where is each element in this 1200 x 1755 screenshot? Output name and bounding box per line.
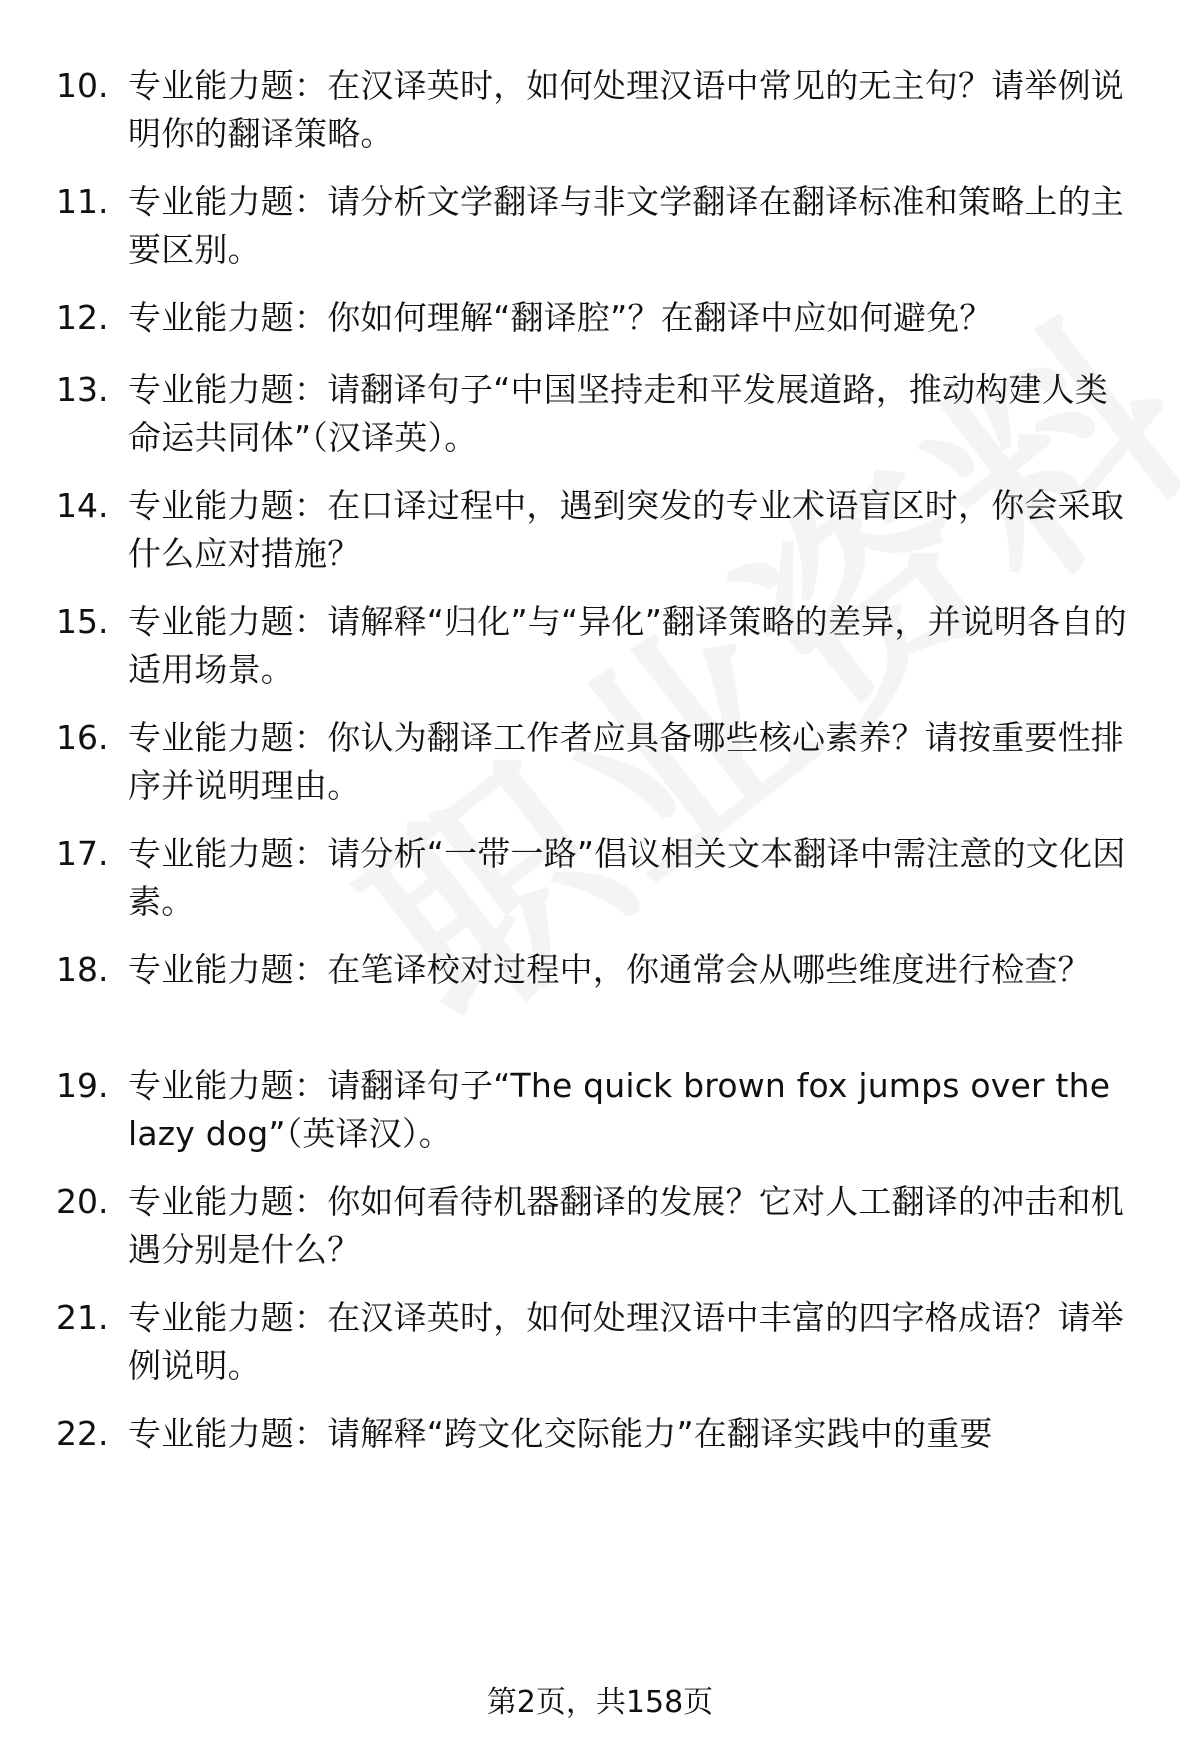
question-text: 专业能力题：你如何看待机器翻译的发展？它对人工翻译的冲击和机遇分别是什么？ <box>128 1182 1124 1269</box>
question-text: 专业能力题：请翻译句子“中国坚持走和平发展道路，推动构建人类命运共同体”（汉译英）。 <box>128 370 1109 457</box>
question-number: 11. <box>56 182 109 221</box>
question-text: 专业能力题：在汉译英时，如何处理汉语中丰富的四字格成语？请举例说明。 <box>128 1298 1124 1385</box>
question-number: 15. <box>56 602 109 641</box>
question-number: 22. <box>56 1414 109 1453</box>
question-number: 10. <box>56 66 109 105</box>
question-text: 专业能力题：你认为翻译工作者应具备哪些核心素养？请按重要性排序并说明理由。 <box>128 718 1124 805</box>
question-text: 专业能力题：在口译过程中，遇到突发的专业术语盲区时，你会采取什么应对措施？ <box>128 486 1124 573</box>
question-text: 专业能力题：在汉译英时，如何处理汉语中常见的无主句？请举例说明你的翻译策略。 <box>128 66 1124 153</box>
question-number: 12. <box>56 298 109 337</box>
question-number: 16. <box>56 718 109 757</box>
question-number: 21. <box>56 1298 109 1337</box>
question-text: 专业能力题：请解释“归化”与“异化”翻译策略的差异，并说明各自的适用场景。 <box>128 602 1127 689</box>
page-footer: 第2页，共158页 <box>486 1685 714 1720</box>
question-number: 19. <box>56 1066 109 1105</box>
question-text: 专业能力题：在笔译校对过程中，你通常会从哪些维度进行检查？ <box>128 950 1091 989</box>
question-text: 专业能力题：请翻译句子“The quick brown fox jumps over the lazy dog”（英译汉）。 <box>128 1066 1111 1153</box>
question-text: 专业能力题：请分析文学翻译与非文学翻译在翻译标准和策略上的主要区别。 <box>128 182 1124 269</box>
question-text: 专业能力题：请分析“一带一路”倡议相关文本翻译中需注意的文化因素。 <box>128 834 1126 921</box>
question-number: 17. <box>56 834 109 873</box>
question-text: 专业能力题：请解释“跨文化交际能力”在翻译实践中的重要 <box>128 1414 993 1453</box>
question-number: 13. <box>56 370 109 409</box>
question-text: 专业能力题：你如何理解“翻译腔”？在翻译中应如何避免？ <box>128 298 993 337</box>
question-number: 20. <box>56 1182 109 1221</box>
question-number: 18. <box>56 950 109 989</box>
question-number: 14. <box>56 486 109 525</box>
